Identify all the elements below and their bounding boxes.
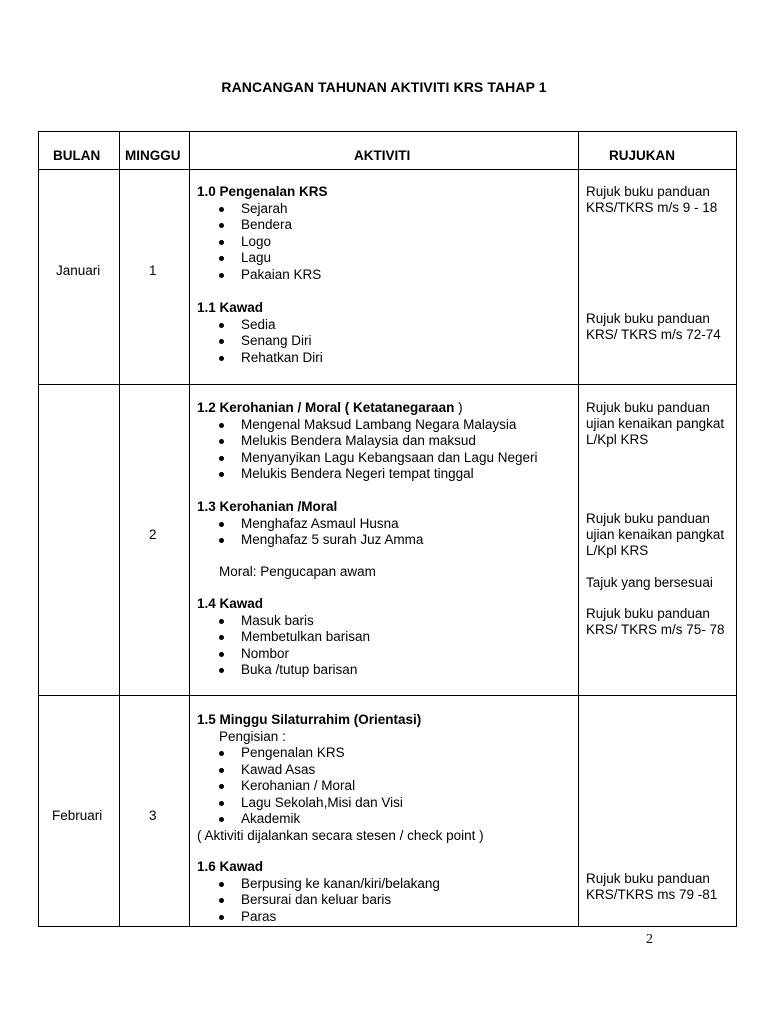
list-item: Pengenalan KRS (197, 745, 577, 762)
activity-list (197, 201, 577, 284)
header-minggu: MINGGU (125, 148, 181, 163)
list-item: Menghafaz Asmaul Husna (197, 516, 577, 533)
section-heading: 1.3 Kerohanian /Moral (197, 499, 338, 514)
list-item: Logo (197, 234, 577, 251)
page-title: RANCANGAN TAHUNAN AKTIVITI KRS TAHAP 1 (221, 79, 547, 95)
activity-list (197, 745, 577, 828)
activity-section (197, 859, 577, 925)
page-number: 2 (646, 932, 653, 947)
activity-list (197, 417, 577, 483)
cell-minggu: 3 (149, 808, 157, 823)
section-heading: 1.1 Kawad (197, 300, 264, 315)
row-divider (39, 384, 736, 385)
activity-section (197, 596, 577, 679)
section-heading: 1.4 Kawad (197, 596, 264, 611)
list-item: Melukis Bendera Malaysia dan maksud (197, 433, 577, 450)
list-item: Paras (197, 909, 577, 926)
rujukan-note: Rujuk buku panduan KRS/TKRS ms 79 -81 (586, 871, 718, 902)
section-heading: 1.2 Kerohanian / Moral ( Ketatanegaraan ) (197, 400, 463, 415)
activity-section (197, 712, 577, 844)
list-item: Pakaian KRS (197, 267, 577, 284)
rujukan-note: Rujuk buku panduan ujian kenaikan pangkat L/Kpl KRS (586, 400, 725, 447)
list-item: Lagu (197, 250, 577, 267)
activity-list (197, 516, 577, 549)
list-item: Bersurai dan keluar baris (197, 892, 577, 909)
list-item: Berpusing ke kanan/kiri/belakang (197, 876, 577, 893)
rujukan-note: Rujuk buku panduan ujian kenaikan pangkat L/Kpl KRS (586, 511, 725, 558)
list-item: Nombor (197, 646, 577, 663)
header-rujukan: RUJUKAN (609, 148, 676, 163)
list-item: Menyanyikan Lagu Kebangsaan dan Lagu Negeri (197, 450, 577, 467)
header-bulan: BULAN (53, 148, 101, 163)
section-heading: 1.5 Minggu Silaturrahim (Orientasi) (197, 712, 422, 727)
activity-section (197, 499, 577, 549)
section-footer: ( Aktiviti dijalankan secara stesen / check point ) (197, 827, 484, 843)
header-aktiviti: AKTIVITI (354, 148, 411, 163)
cell-minggu: 2 (149, 527, 157, 542)
list-item: Mengenal Maksud Lambang Negara Malaysia (197, 417, 577, 434)
list-item: Rehatkan Diri (197, 350, 577, 367)
rujukan-note: Rujuk buku panduan KRS/TKRS m/s 9 - 18 (586, 184, 718, 215)
cell-bulan: Januari (56, 263, 101, 278)
activity-table (38, 131, 737, 927)
column-divider (119, 132, 120, 926)
list-item: Kerohanian / Moral (197, 778, 577, 795)
row-divider (39, 695, 736, 696)
list-item: Buka /tutup barisan (197, 662, 577, 679)
list-item: Senang Diri (197, 333, 577, 350)
activity-section (197, 184, 577, 283)
cell-bulan: Februari (52, 808, 103, 823)
moral-note: Moral: Pengucapan awam (219, 564, 376, 579)
column-divider (578, 132, 579, 926)
rujukan-note: Rujuk buku panduan KRS/ TKRS m/s 72-74 (586, 311, 721, 342)
list-item: Membetulkan barisan (197, 629, 577, 646)
list-item: Melukis Bendera Negeri tempat tinggal (197, 466, 577, 483)
section-heading: 1.6 Kawad (197, 859, 264, 874)
activity-list (197, 317, 577, 367)
section-heading: 1.0 Pengenalan KRS (197, 184, 328, 199)
rujukan-note: Rujuk buku panduan KRS/ TKRS m/s 75- 78 (586, 606, 725, 637)
list-item: Kawad Asas (197, 762, 577, 779)
list-item: Masuk baris (197, 613, 577, 630)
column-divider (189, 132, 190, 926)
rujukan-note: Tajuk yang bersesuai (586, 575, 713, 590)
list-item: Menghafaz 5 surah Juz Amma (197, 532, 577, 549)
section-subheading: Pengisian : (219, 728, 286, 744)
list-item: Sejarah (197, 201, 577, 218)
cell-minggu: 1 (149, 263, 157, 278)
list-item: Akademik (197, 811, 577, 828)
activity-section (197, 300, 577, 366)
activity-list (197, 613, 577, 679)
activity-list (197, 876, 577, 926)
list-item: Sedia (197, 317, 577, 334)
list-item: Bendera (197, 217, 577, 234)
row-divider (39, 169, 736, 170)
list-item: Lagu Sekolah,Misi dan Visi (197, 795, 577, 812)
activity-section (197, 400, 577, 483)
